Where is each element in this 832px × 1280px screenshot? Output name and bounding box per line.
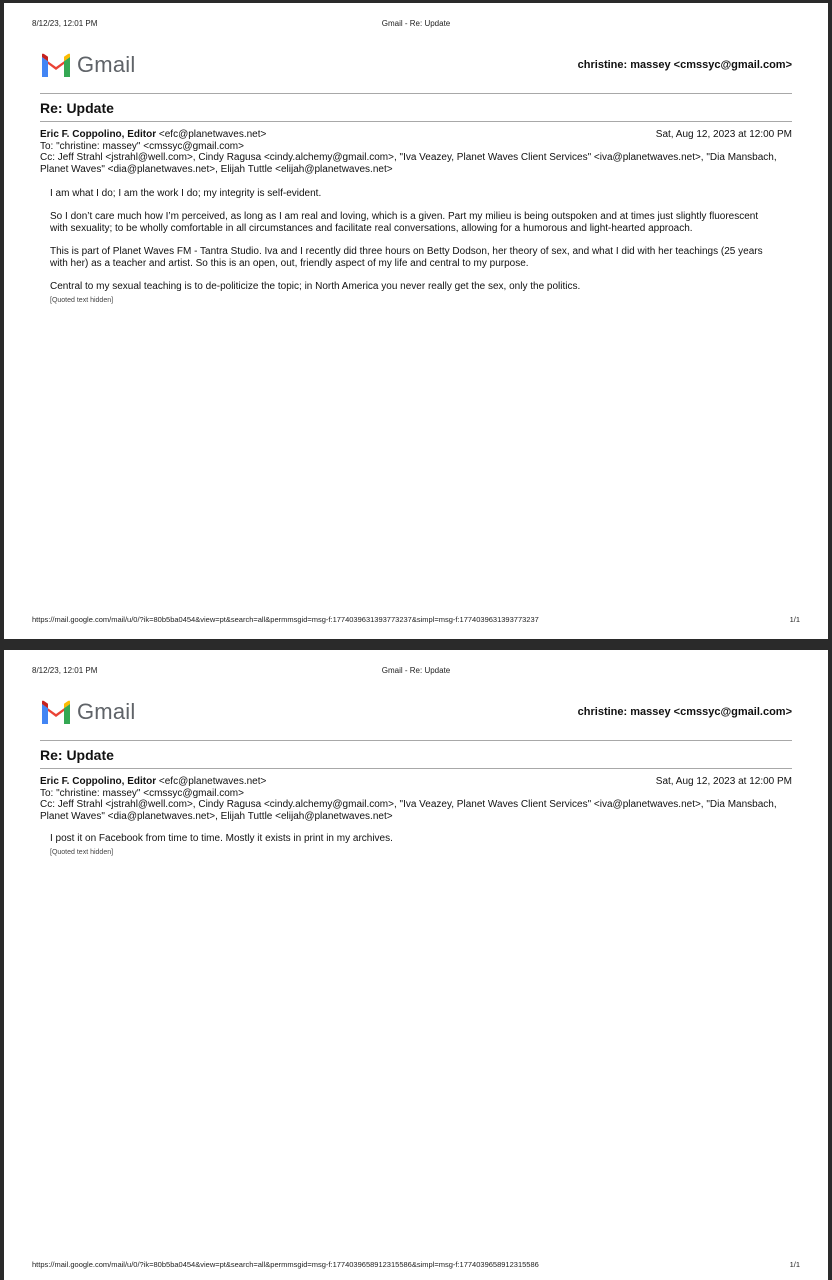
body-paragraph: So I don’t care much how I’m perceived, as long as I am real and loving, which is a given. Part my milieu is being outspoken and at times just slightly fluorescent with sexuality; to be wholly comfortable in all circumstances and facilitate real conversations, allowing for a humorous and light-hearted approach. (50, 211, 759, 234)
divider (40, 768, 792, 769)
page-count: 1/1 (789, 1260, 800, 1269)
gmail-brand (40, 51, 135, 79)
print-datetime: 8/12/23, 12:01 PM (32, 666, 98, 675)
body-paragraph: I am what I do; I am the work I do; my integrity is self-evident. (50, 188, 322, 199)
account-label: christine: massey <cmssyc@gmail.com> (577, 59, 792, 71)
print-header (32, 19, 800, 31)
message-date: Sat, Aug 12, 2023 at 12:00 PM (655, 776, 792, 787)
quoted-text-toggle[interactable]: [Quoted text hidden] (50, 849, 114, 856)
body-paragraph: I post it on Facebook from time to time. Mostly it exists in print in my archives. (50, 833, 393, 844)
body-paragraph: Central to my sexual teaching is to de-politicize the topic; in North America you never really get the sex, only the politics. (50, 281, 581, 292)
body-paragraph: This is part of Planet Waves FM - Tantra Studio. Iva and I recently did three hours on Betty Dodson, her theory of sex, and what I did with her teachings (25 years with her) as a teacher and artist. So this is an open, out, friendly aspect of my life and central to my purpose. (50, 246, 763, 269)
sender-email: <efc@planetwaves.net> (158, 129, 267, 140)
print-footer (32, 1260, 800, 1270)
message-header (40, 776, 792, 822)
sender-row (40, 776, 792, 788)
gmail-wordmark: Gmail (77, 699, 136, 724)
print-title: Gmail - Re: Update (381, 666, 451, 675)
gmail-wordmark: Gmail (77, 52, 136, 77)
print-header (32, 666, 800, 678)
print-page-1 (4, 3, 828, 639)
message-header (40, 129, 792, 175)
sender-email: <efc@planetwaves.net> (158, 776, 267, 787)
message-date: Sat, Aug 12, 2023 at 12:00 PM (655, 129, 792, 140)
divider (40, 93, 792, 94)
gmail-m-logo-icon (40, 53, 72, 77)
print-title: Gmail - Re: Update (381, 19, 451, 28)
gmail-m-logo-icon (40, 700, 72, 724)
quoted-text-toggle[interactable]: [Quoted text hidden] (50, 297, 114, 304)
page-count: 1/1 (789, 615, 800, 624)
divider (40, 740, 792, 741)
sender-name: Eric F. Coppolino, Editor (40, 776, 157, 787)
message-body (50, 188, 776, 307)
cc-line: Cc: Jeff Strahl <jstrahl@well.com>, Cindy Ragusa <cindy.alchemy@gmail.com>, "Iva Veazey, Planet Waves Client Services" <iva@planetwaves.net>, "Dia Mansbach, Planet Waves" <dia@planetwaves.net>, Elijah Tuttle <elijah@planetwaves.net> (40, 152, 777, 175)
email-subject: Re: Update (40, 747, 114, 763)
account-label: christine: massey <cmssyc@gmail.com> (577, 706, 792, 718)
to-line: To: "christine: massey" <cmssyc@gmail.com> (40, 140, 244, 152)
email-subject: Re: Update (40, 100, 114, 116)
print-page-2 (4, 650, 828, 1280)
gmail-brand (40, 698, 135, 726)
print-footer (32, 615, 800, 625)
sender-row (40, 129, 792, 141)
print-url: https://mail.google.com/mail/u/0/?ik=80b5ba0454&view=pt&search=all&permmsgid=msg-f:1774039631393773237&simpl=msg-f:1774039631393773237 (32, 615, 539, 624)
print-url: https://mail.google.com/mail/u/0/?ik=80b5ba0454&view=pt&search=all&permmsgid=msg-f:1774039658912315586&simpl=msg-f:1774039658912315586 (32, 1260, 539, 1269)
cc-line: Cc: Jeff Strahl <jstrahl@well.com>, Cindy Ragusa <cindy.alchemy@gmail.com>, "Iva Veazey, Planet Waves Client Services" <iva@planetwaves.net>, "Dia Mansbach, Planet Waves" <dia@planetwaves.net>, Elijah Tuttle <elijah@planetwaves.net> (40, 799, 777, 822)
print-datetime: 8/12/23, 12:01 PM (32, 19, 98, 28)
divider (40, 121, 792, 122)
message-body (50, 833, 776, 859)
to-line: To: "christine: massey" <cmssyc@gmail.com> (40, 787, 244, 799)
sender-name: Eric F. Coppolino, Editor (40, 129, 157, 140)
